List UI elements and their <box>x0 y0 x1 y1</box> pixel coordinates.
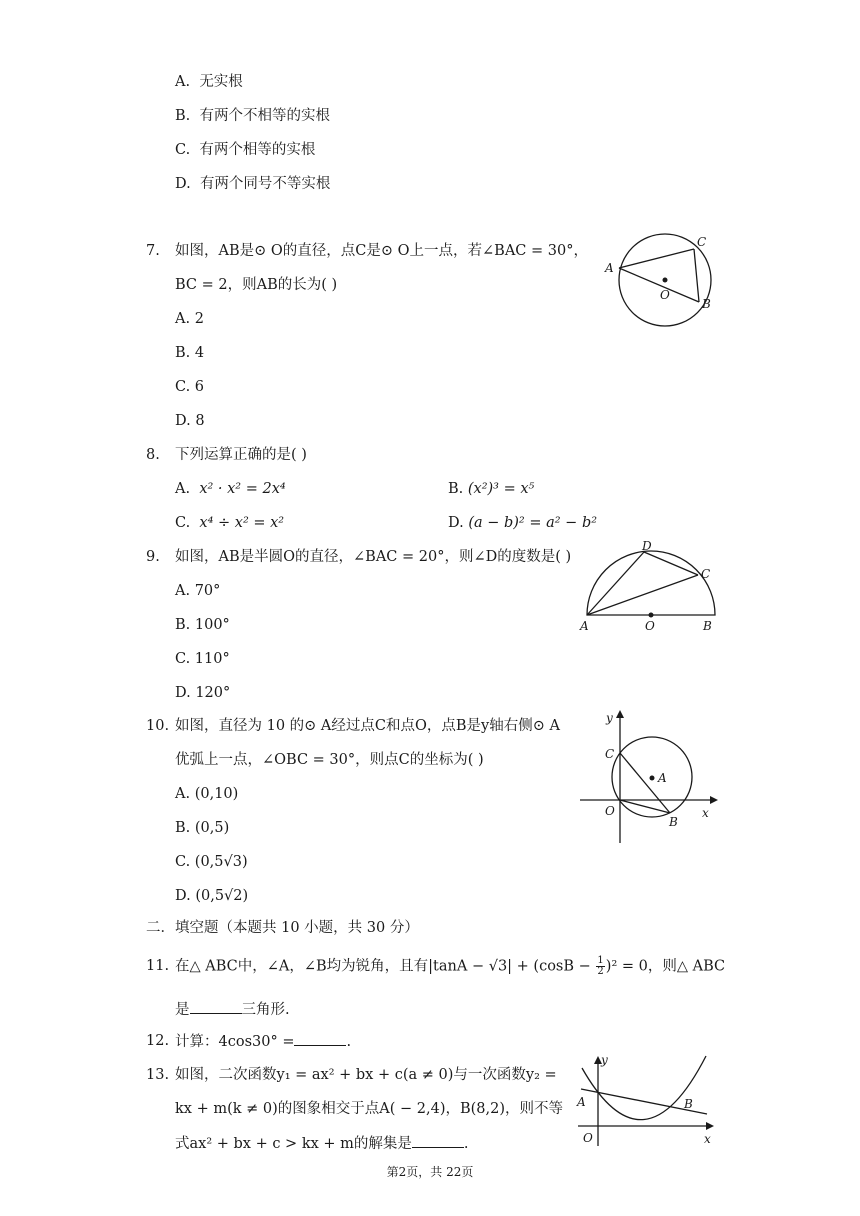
q9-label-b: B <box>703 619 712 633</box>
q7-option-b: B. 4 <box>175 345 205 361</box>
q9-label-d: D <box>642 539 652 553</box>
q11-fraction: $\frac{1}{2}$ <box>597 955 604 977</box>
q9-option-c: C. 110° <box>175 651 230 667</box>
q10-number: 10. <box>146 718 170 734</box>
q9-stem: 如图，AB是半圆O的直径，∠BAC = 20°，则∠D的度数是( ) <box>175 549 572 565</box>
q7-option-d: D. 8 <box>175 413 205 429</box>
q7-label-b: B <box>702 297 711 311</box>
q13-label-x: x <box>704 1132 711 1146</box>
q10-label-o: O <box>605 804 615 818</box>
q7-circle-figure <box>598 232 728 332</box>
q13-answer-blank[interactable] <box>412 1133 464 1148</box>
q6-option-a: A. 无实根 <box>175 74 243 90</box>
q9-label-o: O <box>645 619 655 633</box>
q10-label-y: y <box>606 711 613 725</box>
q8-option-c: C. x⁴ ÷ x² = x² <box>175 515 285 531</box>
q13-stem-line1: 如图，二次函数y₁ = ax² + bx + c(a ≠ 0)与一次函数y₂ = <box>175 1067 557 1083</box>
q8-option-b: B. (x²)³ = x⁵ <box>448 481 535 497</box>
q10-option-b: B. (0,5) <box>175 820 230 836</box>
q7-option-c: C. 6 <box>175 379 205 395</box>
q10-label-c: C <box>605 747 615 761</box>
q6-option-b: B. 有两个不相等的实根 <box>175 108 330 124</box>
q7-label-o: O <box>660 288 670 302</box>
page-footer: 第2页，共 22页 <box>386 1165 474 1179</box>
q10-option-a: A. (0,10) <box>175 786 239 802</box>
q10-option-d: D. (0,5√2) <box>175 888 249 904</box>
q9-number: 9. <box>146 549 160 565</box>
q12-number: 12. <box>146 1033 170 1049</box>
q12-stem: 计算：4cos30° = . <box>175 1031 351 1052</box>
q10-coordinate-figure <box>576 706 721 846</box>
q8-number: 8. <box>146 447 160 463</box>
q13-label-b: B <box>684 1097 693 1111</box>
q10-stem-line1: 如图，直径为 10 的⊙ A经过点C和点O，点B是y轴右侧⊙ A <box>175 718 560 734</box>
q6-option-c: C. 有两个相等的实根 <box>175 142 316 158</box>
q13-stem-line3: 式ax² + bx + c > kx + m的解集是 . <box>175 1133 469 1154</box>
q7-option-a: A. 2 <box>175 311 204 327</box>
q13-graph-figure <box>574 1052 722 1150</box>
q10-label-b: B <box>669 815 678 829</box>
q7-stem-line2: BC = 2，则AB的长为( ) <box>175 277 338 293</box>
q9-option-d: D. 120° <box>175 685 231 701</box>
q8-option-a: A. x² · x² = 2x⁴ <box>175 481 286 497</box>
q11-number: 11. <box>146 958 170 974</box>
q7-label-c: C <box>697 235 707 249</box>
section-2-title: 二．填空题（本题共 10 小题，共 30 分） <box>146 920 419 936</box>
q9-semicircle-figure <box>576 538 726 638</box>
q13-stem-line2: kx + m(k ≠ 0)的图象相交于点A( − 2,4)，B(8,2)，则不等 <box>175 1101 564 1117</box>
q13-label-a: A <box>577 1095 586 1109</box>
q8-stem: 下列运算正确的是( ) <box>175 447 307 463</box>
q10-label-x: x <box>702 806 709 820</box>
q11-stem-line1: 在△ ABC中，∠A，∠B均为锐角，且有|tanA − √3| + (cosB − $\frac{1}{2}$ )² = 0，则△ ABC <box>175 955 726 977</box>
q9-label-a: A <box>580 619 589 633</box>
q7-number: 7. <box>146 243 160 259</box>
q9-label-c: C <box>701 567 711 581</box>
q11-answer-blank[interactable] <box>190 999 242 1014</box>
q9-option-b: B. 100° <box>175 617 230 633</box>
q8-option-d: D. (a − b)² = a² − b² <box>448 515 598 531</box>
q13-number: 13. <box>146 1067 170 1083</box>
q12-answer-blank[interactable] <box>294 1031 346 1046</box>
q13-label-y: y <box>601 1053 608 1067</box>
q7-stem-line1: 如图，AB是⊙ O的直径，点C是⊙ O上一点，若∠BAC = 30°， <box>175 243 588 259</box>
q10-label-a: A <box>658 771 667 785</box>
q7-label-a: A <box>605 261 614 275</box>
q6-option-d: D. 有两个同号不等实根 <box>175 176 331 192</box>
q11-stem-line2: 是 三角形. <box>175 999 290 1020</box>
q9-option-a: A. 70° <box>175 583 221 599</box>
q13-label-o: O <box>583 1131 593 1145</box>
q10-option-c: C. (0,5√3) <box>175 854 248 870</box>
q10-stem-line2: 优弧上一点，∠OBC = 30°，则点C的坐标为( ) <box>175 752 484 768</box>
